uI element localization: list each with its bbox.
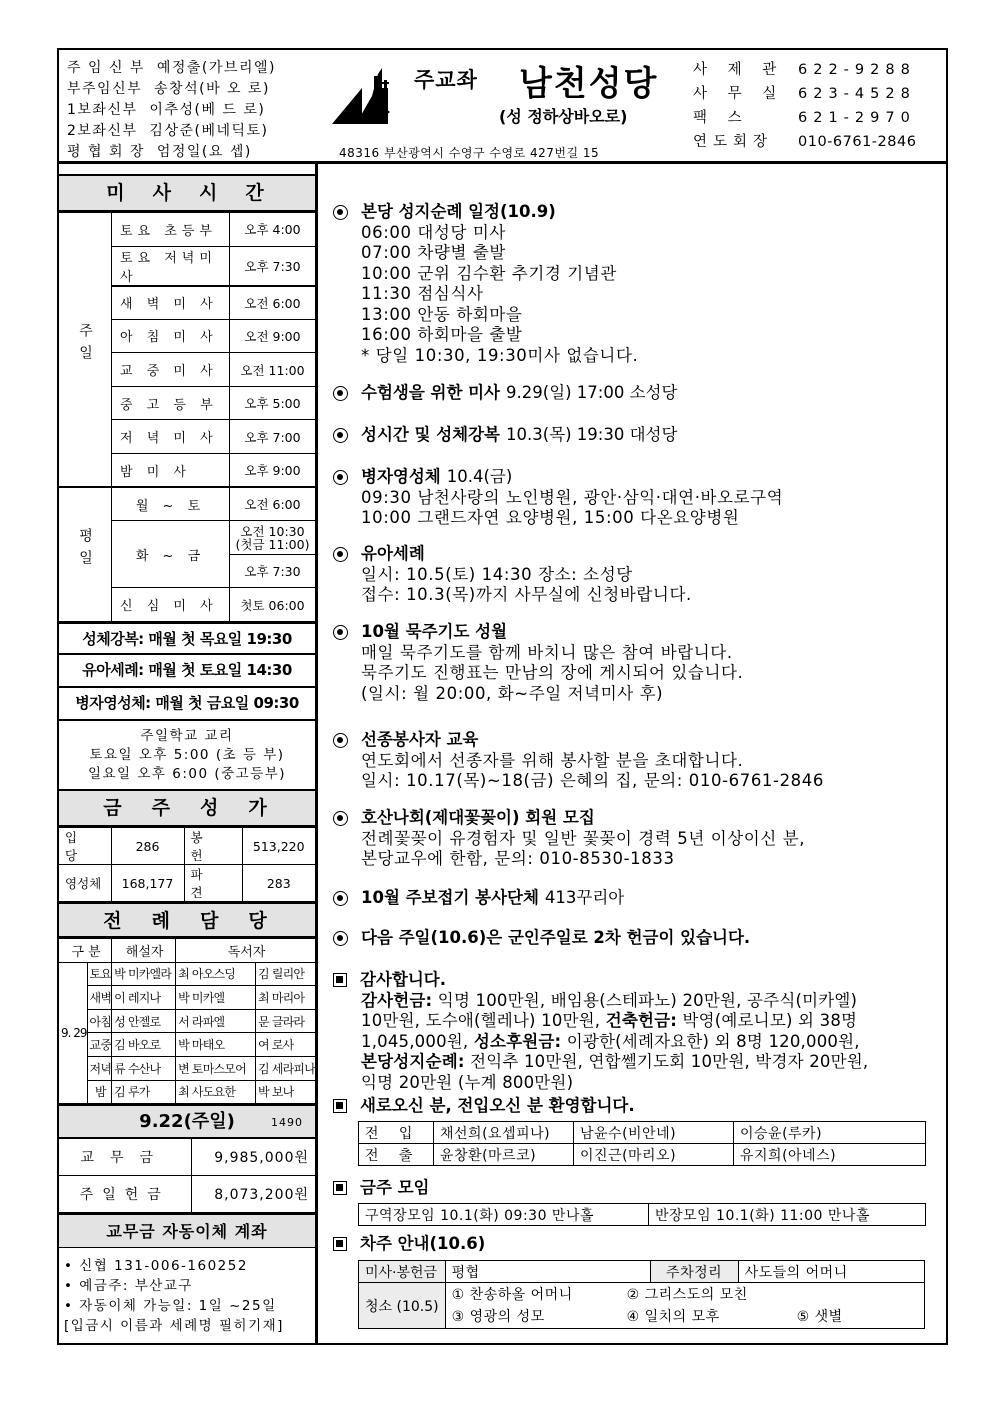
radio-bullet-icon <box>333 625 348 640</box>
table-row: 저녁 류 수산나 변 토마스모어 김 세라피나 <box>59 1057 315 1081</box>
square-bullet-icon <box>333 973 347 987</box>
radio-bullet-icon <box>333 470 348 485</box>
bulletin-header <box>59 50 946 164</box>
table-row: 전 출 윤창환(마르코) 이진근(마리오) 유지희(아네스) <box>359 1144 926 1166</box>
sunday-label: 주일 <box>59 213 112 488</box>
radio-bullet-icon <box>333 205 348 220</box>
bulletin-page <box>57 48 948 1345</box>
attendance-count: 1490 <box>271 1116 303 1130</box>
table-row: 주일 토요 초등부 오후 4:00 <box>59 213 315 247</box>
table-row: 전 입 채선희(요셉피나) 남윤수(비안네) 이승윤(루카) <box>359 1122 926 1144</box>
liturgy-heading: 전례담당 <box>59 902 315 938</box>
radio-bullet-icon <box>333 931 348 946</box>
table-row: 새 벽 미 사 오전 6:00 <box>59 286 315 320</box>
table-row: 구역장모임 10.1(화) 09:30 만나홀 반장모임 10.1(화) 11:00 만나홀 <box>359 1204 926 1226</box>
contact-list <box>693 58 916 154</box>
title-prefix: 주교좌 <box>414 68 478 92</box>
clergy-row: 평 협 회 장 엄정일(요 셉) <box>67 144 252 160</box>
square-bullet-icon <box>333 1181 347 1195</box>
welcome-section: 새로오신 분, 전입오신 분 환영합니다. <box>333 1096 635 1117</box>
auto-transfer-heading: 교무금 자동이체 계좌 <box>59 1213 315 1248</box>
notice-item: 병자영성체 10.4(금) 09:30 남천사랑의 노인병원, 광안·삼익·대연·바오로구역 10:00 그랜드자연 요양병원, 15:00 다온요양병원 <box>333 467 783 529</box>
table-row: 아 침 미 사 오전 9:00 <box>59 319 315 353</box>
church-subtitle: (성 정하상바오로) <box>499 107 628 126</box>
notice-item: 수험생을 위한 미사 9.29(일) 17:00 소성당 <box>333 383 677 404</box>
next-week-table <box>358 1260 925 1329</box>
table-row: 입 당 286 봉 헌 513,220 <box>59 828 315 865</box>
table-row: 토요 저녁미사 오후 7:30 <box>59 246 315 286</box>
weekday-label: 평일 <box>59 487 112 621</box>
next-week-section: 차주 안내(10.6) <box>333 1234 485 1255</box>
radio-bullet-icon <box>333 547 348 562</box>
clergy-row: 2보좌신부 김상준(베네딕토) <box>67 123 269 139</box>
table-row: 9. 29 토요 박 미카엘라 최 아오스딩 김 릴리안 <box>59 962 315 986</box>
notices-column <box>321 164 946 1345</box>
benediction-schedule: 성체강복: 매월 첫 목요일 19:30 <box>59 622 315 655</box>
table-row: 미사·봉헌금 평협 주차정리 사도들의 어머니 <box>359 1261 925 1283</box>
contact-row: 사 무 실 623-4528 <box>693 86 916 102</box>
church-address: 48316 부산광역시 수영구 수영로 427번길 15 <box>339 146 600 160</box>
sick-communion-schedule: 병자영성체: 매월 첫 금요일 09:30 <box>59 688 315 721</box>
clergy-row: 부주임신부 송창석(바 오 로) <box>67 81 270 97</box>
table-row: 새벽 이 레지나 박 미카엘 최 마리아 <box>59 986 315 1010</box>
mass-times-heading: 미사시간 <box>59 176 315 212</box>
radio-bullet-icon <box>333 891 348 906</box>
table-row: 평일 월 ~ 토 오전 6:00 <box>59 487 315 521</box>
left-sidebar <box>59 164 318 1345</box>
clergy-row: 주 임 신 부 예정출(가브리엘) <box>67 60 276 76</box>
table-row: 저 녁 미 사 오후 7:00 <box>59 420 315 454</box>
table-row: 아침 성 안젤로 서 라파엘 문 글라라 <box>59 1009 315 1033</box>
radio-bullet-icon <box>333 733 348 748</box>
clergy-list <box>67 58 276 163</box>
table-header-row: 구 분 해설자 독서자 <box>59 939 315 963</box>
table-row: 중 고 등 부 오후 5:00 <box>59 386 315 420</box>
contact-row: 연도회장 010-6761-2846 <box>693 134 917 150</box>
church-logo-icon <box>332 66 402 126</box>
table-row: 오후 7:30 <box>59 554 315 588</box>
church-name: 남천성당 <box>519 64 659 104</box>
offering-table <box>59 1138 315 1213</box>
meetings-table <box>358 1203 926 1226</box>
radio-bullet-icon <box>333 386 348 401</box>
infant-baptism-schedule: 유아세례: 매월 첫 토요일 14:30 <box>59 655 315 688</box>
notice-item: 10월 주보접기 봉사단체 413꾸리아 <box>333 888 624 909</box>
table-row: 교중 김 바오로 박 마태오 여 로사 <box>59 1033 315 1057</box>
notice-item: 성시간 및 성체강복 10.3(목) 19:30 대성당 <box>333 425 677 446</box>
table-row: 주일헌금 8,073,200원 <box>59 1176 315 1213</box>
sunday-school-info: 주일학교 교리 토요일 오후 5:00 (초 등 부) 일요일 오후 6:00 (중고등부) <box>59 721 315 791</box>
liturgy-table <box>59 938 315 1104</box>
square-bullet-icon <box>333 1099 347 1113</box>
meetings-section: 금주 모임 <box>333 1178 430 1199</box>
hymns-table <box>59 827 315 902</box>
table-row: 청소 (10.5) ① 찬송하올 어머니 ② 그리스도의 모친 ③ 영광의 성모 ④ 일치의 모후 ⑤ 샛별 <box>359 1283 925 1329</box>
thanks-section: 감사합니다. 감사헌금: 익명 100만원, 배임용(스테파노) 20만원, 공주식(미카엘) 10만원, 도수애(헬레나) 10만원, 건축헌금: 박영(예로니모) 외 38명 1,045,000원, 성소후원금: 이광한(세례자요한) 외 8명 120,000원, 본당성지순례: 전익추 10만원, 연합쎌기도회 10만원, 박경자 20만원, 익명 20만원 (누계 800만원) <box>333 970 868 1093</box>
notice-item: 10월 묵주기도 성월 매일 묵주기도를 함께 바치니 많은 참여 바랍니다. 묵주기도 진행표는 만남의 장에 게시되어 있습니다. (일시: 월 20:00, 화~주일 저녁미사 후) <box>333 622 743 704</box>
notice-item: 유아세례 일시: 10.5(토) 14:30 장소: 소성당 접수: 10.3(목)까지 사무실에 신청바랍니다. <box>333 544 692 606</box>
table-row: 영성체 168,177 파 견 283 <box>59 865 315 902</box>
table-row: 교 중 미 사 오전 11:00 <box>59 353 315 387</box>
auto-transfer-info: • 신협 131-006-160252 • 예금주: 부산교구 • 자동이체 가능일: 1일 ~25일 [입금시 이름과 세례명 필히기재] <box>64 1258 284 1335</box>
table-row: 밤 미 사 오후 9:00 <box>59 454 315 488</box>
mass-times-table <box>59 212 315 622</box>
table-row: 신 심 미 사 첫토 06:00 <box>59 588 315 622</box>
contact-row: 팩 스 621-2970 <box>693 110 916 126</box>
notice-item: 선종봉사자 교육 연도회에서 선종자를 위해 봉사할 분을 초대합니다. 일시: 10.17(목)~18(금) 은혜의 집, 문의: 010-6761-2846 <box>333 730 824 792</box>
table-row: 교무금 9,985,000원 <box>59 1139 315 1176</box>
notice-item: 다음 주일(10.6)은 군인주일로 2차 헌금이 있습니다. <box>333 928 750 949</box>
notice-item: 호산나회(제대꽃꽂이) 회원 모집 전례꽃꽂이 유경험자 및 일반 꽃꽂이 경력 5년 이상이신 분, 본당교우에 한함, 문의: 010-8530-1833 <box>333 808 805 870</box>
square-bullet-icon <box>333 1237 347 1251</box>
hymns-heading: 금주성가 <box>59 791 315 827</box>
radio-bullet-icon <box>333 811 348 826</box>
table-row: 화 ~ 금 오전 10:30 (첫금 11:00) <box>59 521 315 555</box>
welcome-table <box>358 1121 926 1166</box>
offering-heading: 9.22(주일) 1490 <box>59 1106 315 1138</box>
radio-bullet-icon <box>333 428 348 443</box>
table-row: 밤 김 루가 최 사도요한 박 보나 <box>59 1080 315 1104</box>
clergy-row: 1보좌신부 이추성(베 드 로) <box>67 102 266 118</box>
notice-item: 본당 성지순례 일정(10.9) 06:00 대성당 미사 07:00 차량별 출발 10:00 군위 김수환 추기경 기념관 11:30 점심식사 13:00 안동 하회마을 16:00 하회마을 출발 * 당일 10:30, 19:30미사 없습니다. <box>333 202 638 366</box>
contact-row: 사 제 관 622-9288 <box>693 62 916 78</box>
